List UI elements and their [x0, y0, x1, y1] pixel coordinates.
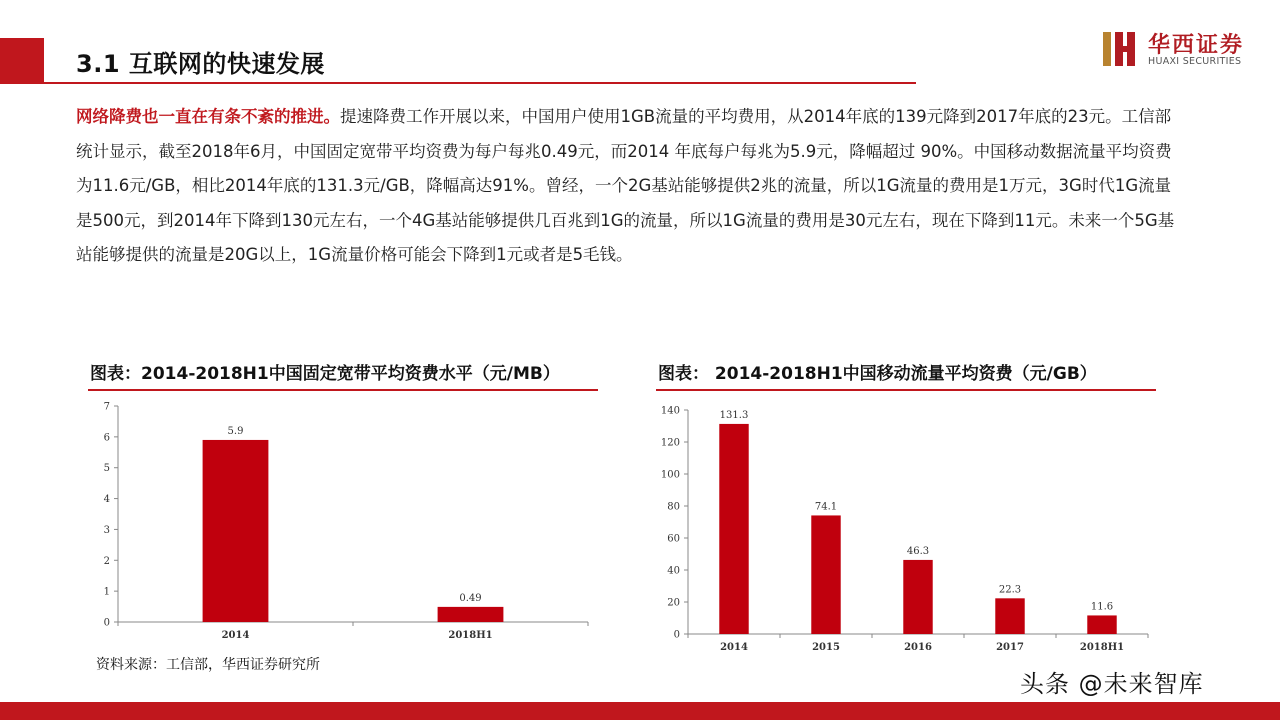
- mobile-data-tariff-chart: [652, 392, 1172, 658]
- broadband-y-tick-label: 0: [103, 617, 110, 629]
- mobile-x-tick-label: 2016: [904, 642, 932, 653]
- logo-name-cn: 华西证券: [1148, 33, 1245, 58]
- mobile-y-tick-label: 60: [667, 533, 680, 545]
- mobile-bar: [995, 598, 1024, 634]
- broadband-bar: [203, 440, 269, 622]
- mobile-bar: [719, 424, 748, 634]
- left-chart-title: 图表：2014-2018H1中国固定宽带平均资费水平（元/MB）: [90, 364, 560, 384]
- mobile-bar: [1087, 615, 1116, 634]
- mobile-x-tick-label: 2015: [812, 642, 840, 653]
- mobile-data-label: 131.3: [719, 409, 749, 421]
- intro-paragraph: [76, 100, 1186, 273]
- mobile-x-tick-label: 2017: [996, 642, 1024, 653]
- source-note: 资料来源：工信部，华西证券研究所: [96, 657, 320, 673]
- mobile-x-tick-label: 2018H1: [1079, 642, 1125, 653]
- broadband-y-tick-label: 2: [103, 555, 110, 567]
- mobile-y-tick-label: 0: [673, 629, 680, 641]
- mobile-y-tick-label: 40: [667, 565, 680, 577]
- broadband-data-label: 0.49: [459, 592, 482, 604]
- broadband-x-tick-label: 2014: [221, 630, 250, 641]
- mobile-bar: [811, 515, 840, 634]
- broadband-x-tick-label: 2018H1: [448, 630, 493, 641]
- mobile-y-tick-label: 120: [660, 437, 680, 449]
- title-underline: [44, 82, 916, 84]
- mobile-data-label: 74.1: [814, 501, 838, 513]
- broadband-y-tick-label: 7: [103, 401, 110, 413]
- right-chart-title-rule: [656, 389, 1156, 391]
- footer-bar: [0, 702, 1280, 720]
- left-chart-title-rule: [88, 389, 598, 391]
- mobile-bar: [903, 560, 932, 634]
- paragraph-lead: 网络降费也一直在有条不紊的推进。: [76, 107, 340, 126]
- title-accent-bar: [0, 38, 44, 84]
- broadband-y-tick-label: 6: [103, 432, 110, 444]
- broadband-data-label: 5.9: [227, 425, 244, 437]
- page-title: 3.1 互联网的快速发展: [76, 50, 325, 78]
- right-chart-title: 图表： 2014-2018H1中国移动流量平均资费（元/GB）: [658, 364, 1097, 384]
- mobile-y-tick-label: 100: [660, 469, 680, 481]
- mobile-data-label: 11.6: [1090, 601, 1114, 613]
- mobile-data-label: 22.3: [998, 584, 1022, 596]
- mobile-x-tick-label: 2014: [720, 642, 748, 653]
- watermark: 头条 @未来智库: [1020, 670, 1204, 698]
- company-logo: [1100, 26, 1260, 72]
- paragraph-body: 提速降费工作开展以来，中国用户使用1GB流量的平均费用，从2014年底的139元降到2017年底的23元。工信部统计显示，截至2018年6月，中国固定宽带平均资费为每户每兆0.49元，而2014 年底每户每兆为5.9元，降幅超过 90%。中国移动数据流量平均资费为11.6元/GB，相比2014年底的131.3元/GB，降幅高达91%。曾经，一个2G基站能够提供2兆的流量，所以1G流量的费用是1万元，3G时代1G流量是500元，到2014年下降到130元左右，一个4G基站能够提供几百兆到1G的流量，所以1G流量的费用是30元左右，现在下降到11元。未来一个5G基站能够提供的流量是20G以上，1G流量价格可能会下降到1元或者是5毛钱。: [76, 107, 1175, 264]
- mobile-data-label: 46.3: [906, 545, 930, 557]
- broadband-y-tick-label: 1: [103, 586, 110, 598]
- broadband-bar: [438, 607, 504, 622]
- broadband-y-tick-label: 5: [103, 463, 110, 475]
- mobile-y-tick-label: 80: [667, 501, 680, 513]
- logo-name-en: HUAXI SECURITIES: [1148, 56, 1242, 67]
- broadband-y-tick-label: 4: [103, 494, 110, 506]
- broadband-y-tick-label: 3: [103, 524, 110, 536]
- mobile-y-tick-label: 20: [667, 597, 680, 609]
- huaxi-logo-icon: [1100, 28, 1142, 70]
- mobile-y-tick-label: 140: [660, 405, 680, 417]
- fixed-broadband-tariff-chart: [88, 392, 600, 650]
